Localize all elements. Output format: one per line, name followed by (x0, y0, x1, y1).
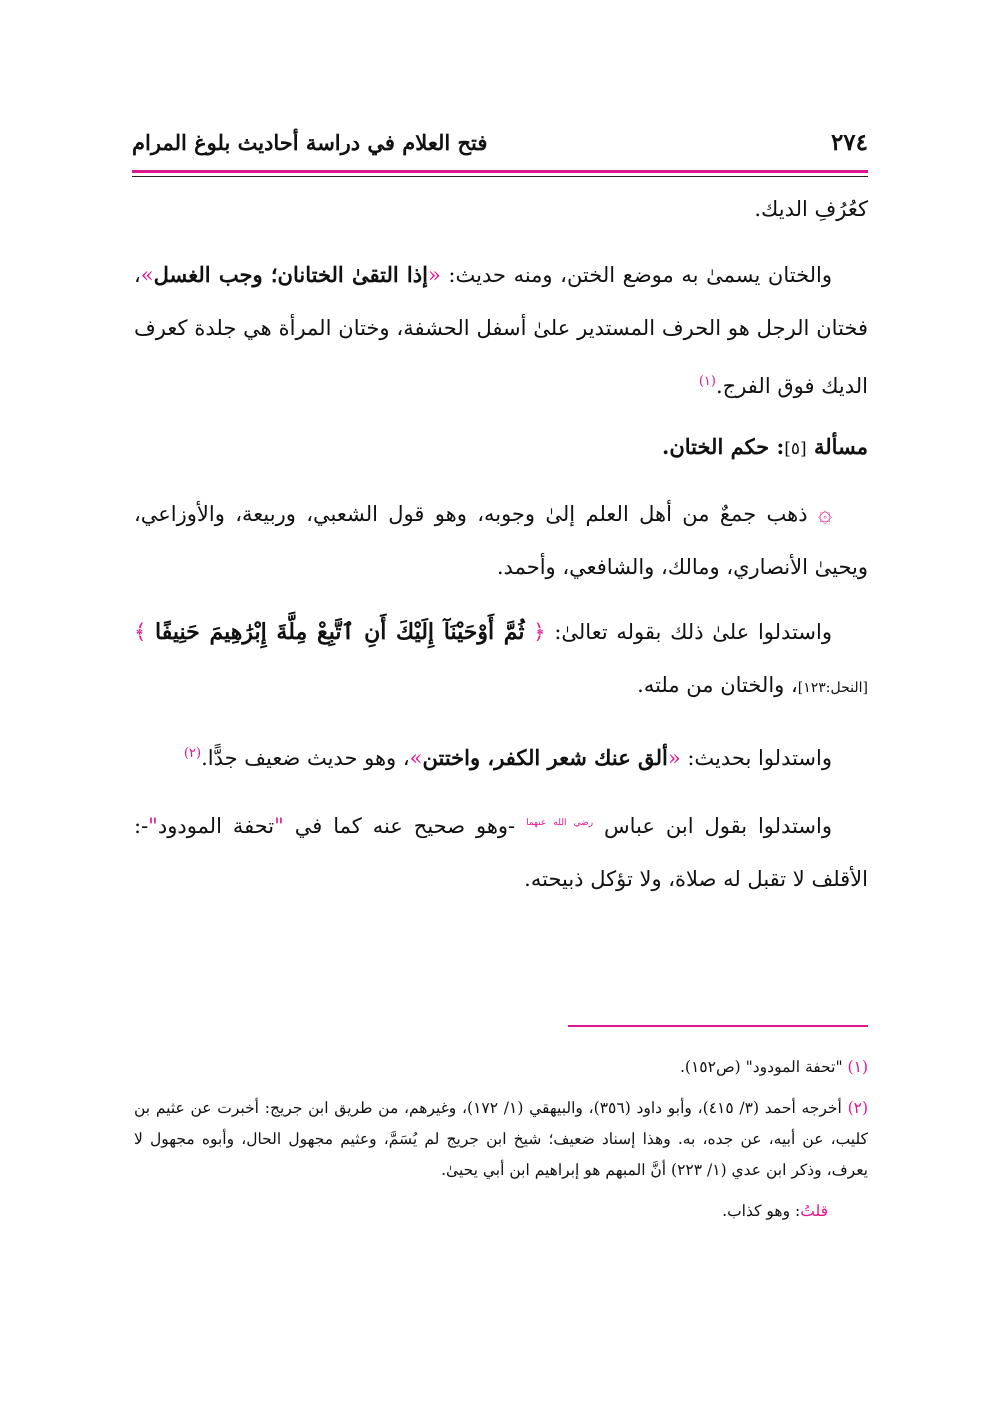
issue-heading: مسألة [٥]: حكم الختان. (662, 434, 868, 459)
footnote-number: (١) (847, 1058, 868, 1076)
running-header (132, 120, 868, 164)
footnote-2-note: قلتُ: وهو كذاب. (722, 1202, 828, 1220)
footnote-1: (١) "تحفة المودود" (ص١٥٢). (679, 1058, 868, 1076)
header-rule-thin (132, 176, 868, 177)
footnote-ref-1[interactable]: (١) (698, 374, 716, 389)
footnote-ref-2[interactable]: (٢) (183, 746, 202, 761)
footnotes (134, 1052, 868, 1237)
quran-verse: ثُمَّ أَوْحَيْنَآ إِلَيْكَ أَنِ ٱتَّبِعْ مِلَّةَ إِبْرَٰهِيمَ حَنِيفًا (155, 619, 525, 645)
note-label: قلتُ (800, 1202, 828, 1220)
verse-reference: [النحل:١٢٣] (797, 680, 868, 696)
paragraph-ibn-abbas: واستدلوا بقول ابن عباس $^{رضي الله عنهما}$ -وهو صحيح عنه كما في "تحفة المودود"-: الأقلف لا تقبل له صلاة، ولا تؤكل ذبيحته. (134, 814, 868, 891)
paragraph-verse-evidence: واستدلوا علىٰ ذلك بقوله تعالىٰ: ﴿ ثُمَّ أَوْحَيْنَآ إِلَيْكَ أَنِ ٱتَّبِعْ مِلَّةَ إِبْرَٰهِيمَ حَنِيفًا ﴾ [النحل:١٢٣]، والختان من ملته. (134, 619, 868, 697)
hadith-quote: ألق عنك شعر الكفر، واختتن (422, 745, 668, 770)
book-name: تحفة المودود (157, 814, 275, 838)
book-title: فتح العلام في دراسة أحاديث بلوغ المرام (132, 129, 488, 155)
footnote-separator (568, 1025, 868, 1027)
header-rule-thick (132, 170, 868, 173)
footnote-2: (٢) أخرجه أحمد (٣/ ٤١٥)، وأبو داود (٣٥٦)، والبيهقي (١/ ١٧٢)، وغيرهم، من طريق ابن جريج: أخبرت عن عثيم بن كليب، عن أبيه، عن جده، به. وهذا إسناد ضعيف؛ شيخ ابن جريج لم يُسَمَّ، وعثيم مجهول الحال، وأبوه مجهول لا يعرف، وذكر ابن عدي (١/ ٢٢٣) أنَّ المبهم هو إبراهيم ابن أبي يحيىٰ. (134, 1099, 869, 1179)
honorific-glyph: رضي الله عنهما (526, 818, 594, 828)
hadith-quote: إذا التقىٰ الختانان؛ وجب الغسل (153, 262, 428, 287)
paragraph-hadith-evidence: واستدلوا بحديث: «ألق عنك شعر الكفر، واختتن»، وهو حديث ضعيف جدًّا.$^{(٢)}$ (183, 745, 832, 770)
page-number: ٢٧٤ (830, 128, 868, 156)
issue-number: [٥] (784, 439, 807, 459)
continuation-line: كعُرُفِ الديك. (754, 197, 868, 221)
flower-ornament-icon: ۞ (817, 499, 832, 527)
paragraph-khitan-definition: والختان يسمىٰ به موضع الختن، ومنه حديث: «إذا التقىٰ الختانان؛ وجب الغسل»، فختان الرجل هو الحرف المستدير علىٰ أسفل الحشفة، وختان المرأة هي جلدة كعرف الديك فوق الفرج.$^{(١)}$ (134, 262, 868, 398)
main-text (134, 186, 868, 918)
paragraph-opinion: ۞ ذهب جمعٌ من أهل العلم إلىٰ وجوبه، وهو قول الشعبي، وربيعة، والأوزاعي، ويحيىٰ الأنصاري، ومالك، والشافعي، وأحمد. (134, 499, 868, 579)
footnote-number: (٢) (847, 1099, 869, 1117)
